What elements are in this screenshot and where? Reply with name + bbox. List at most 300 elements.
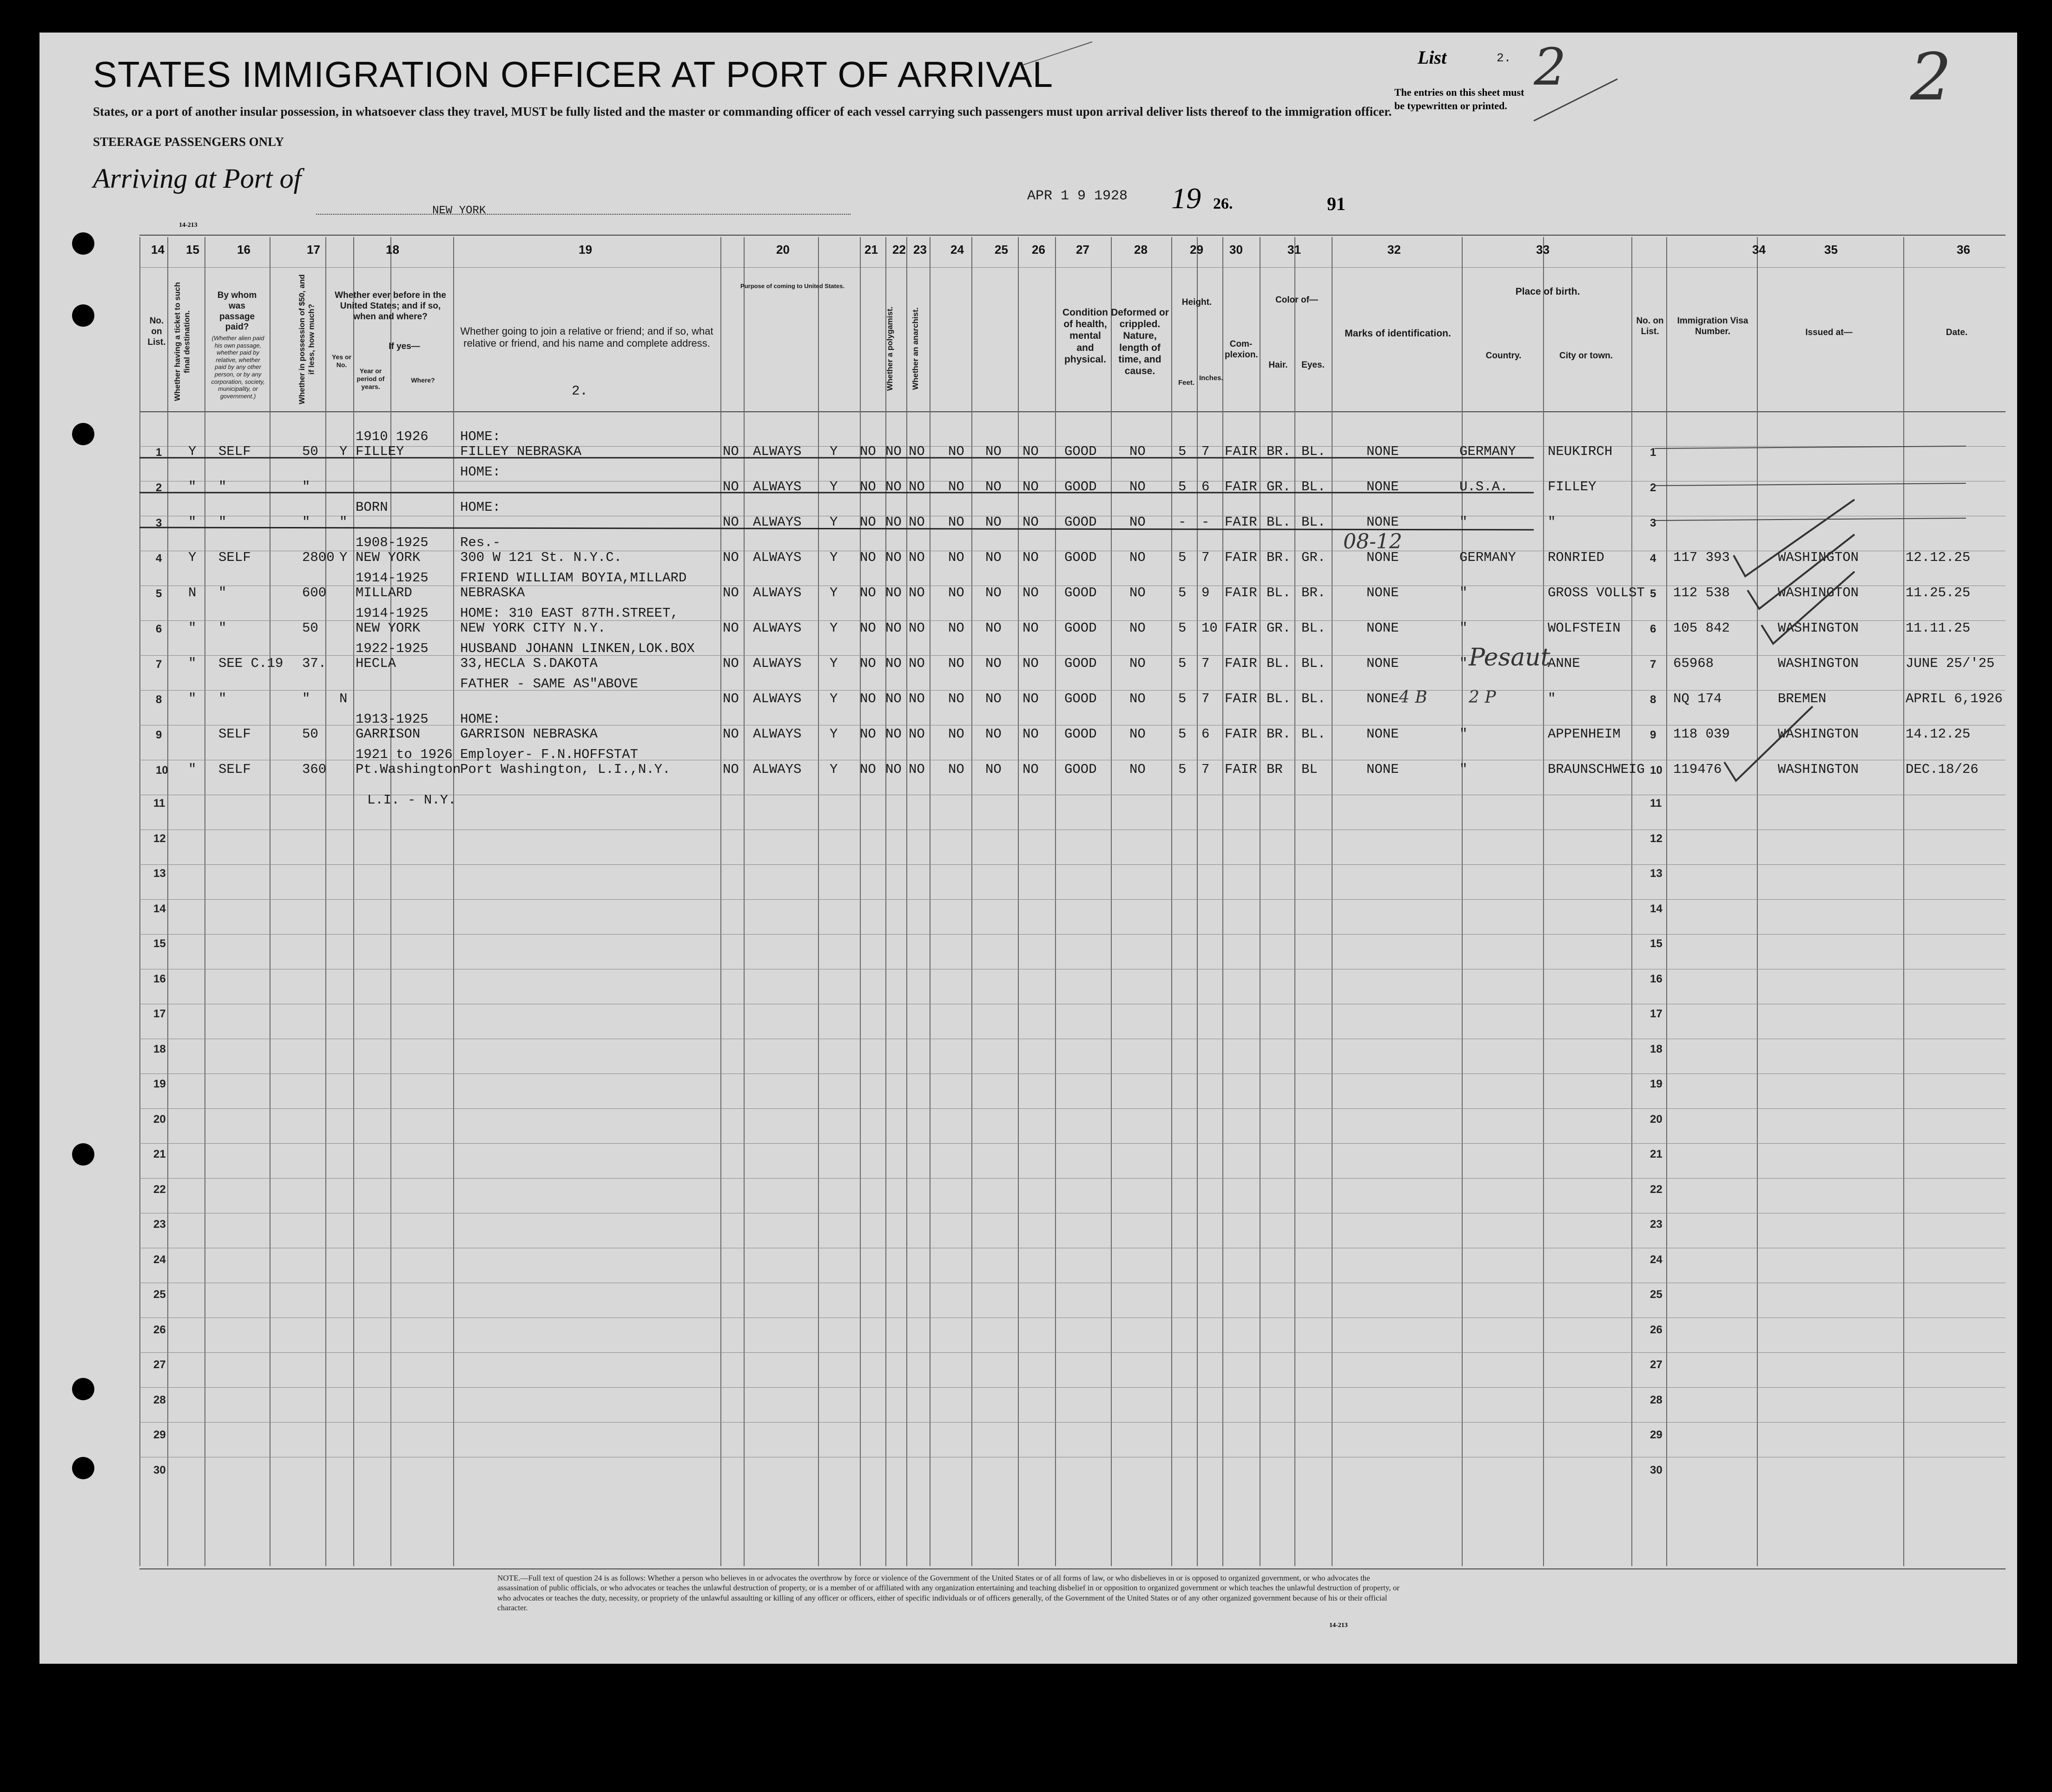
cell-money: " (302, 691, 310, 706)
cell-c25: NO (948, 656, 964, 671)
cell-stay: NO (723, 514, 739, 530)
cell-deformed: NO (1129, 479, 1146, 494)
heading-issued-at: Issued at— (1805, 328, 1853, 337)
handwritten-note: 2 P (1469, 688, 1496, 707)
cell-c24: NO (909, 656, 925, 671)
heading-anarchist: Whether an anarchist. (911, 307, 920, 390)
cell-eyes: BL. (1301, 444, 1326, 459)
cell-c22: NO (860, 762, 876, 777)
cell-c23: NO (885, 726, 902, 742)
cell-paid: SELF (218, 762, 251, 777)
cell-inches: 9 (1201, 585, 1210, 600)
visa-row-number: 17 (1650, 1008, 1663, 1020)
column-number: 27 (1076, 243, 1089, 257)
handwritten-note: 4 B (1399, 688, 1427, 707)
cell-complexion: FAIR (1225, 514, 1257, 530)
cell-c26: NO (985, 550, 1002, 565)
cell-years: 1914-1925 (356, 606, 429, 621)
heading-passage-note: (Whether alien paid his own passage, whether paid by relative, whether paid by any other person, or by any corporation, society, municipality, or government.) (211, 335, 265, 400)
cell-citizen: Y (830, 726, 838, 742)
cell-hair: BR. (1267, 726, 1291, 742)
cell-ticket: Y (188, 550, 197, 565)
cell-marks: NONE (1366, 620, 1399, 636)
cell-visa-row: 3 (1650, 517, 1656, 529)
cell-c22: NO (860, 550, 876, 565)
cell-citizen: Y (830, 691, 838, 706)
cell-marks: NONE (1366, 444, 1399, 459)
cell-paid: " (218, 691, 227, 706)
cell-citizen: Y (830, 550, 838, 565)
visa-row-number: 15 (1650, 937, 1663, 950)
cell-length: ALWAYS (753, 656, 802, 671)
cell-inches: 7 (1201, 691, 1210, 706)
page-subtitle: States, or a port of another insular possession, in whatsoever class they travel, MUST be fully listed and the master or commanding officer of each vessel carrying such passengers must upon arrival deliver lists thereof to the immigration officer. (93, 105, 1392, 119)
cell-feet: - (1178, 514, 1187, 530)
cell-where: FILLEY (356, 444, 404, 459)
cell-c27: NO (1023, 620, 1039, 636)
cell-city: " (1548, 691, 1556, 706)
cell-feet: 5 (1178, 444, 1187, 459)
heading-date: Date. (1946, 328, 1968, 337)
cell-eyes: BL (1301, 762, 1318, 777)
cell-complexion: FAIR (1225, 444, 1257, 459)
column-number: 22 (892, 243, 906, 257)
cell-marks: NONE (1366, 514, 1399, 530)
cell-c22: NO (860, 656, 876, 671)
column-number: 14 (151, 243, 165, 257)
heading-where: Where? (411, 376, 435, 384)
strike-line (1534, 79, 1617, 121)
cell-stay: NO (723, 656, 739, 671)
cell-length: ALWAYS (753, 762, 802, 777)
cell-length: ALWAYS (753, 620, 802, 636)
cell-country: " (1459, 585, 1468, 600)
cell-hair: BR (1267, 762, 1283, 777)
year-prefix: 19 (1171, 182, 1201, 215)
cell-deformed: NO (1129, 514, 1146, 530)
cell-eyes: BL. (1301, 726, 1326, 742)
cell-c25: NO (948, 691, 964, 706)
cell-years: 1914-1925 (356, 570, 429, 586)
visa-row-number: 11 (1650, 797, 1662, 810)
cell-eyes: BL. (1301, 620, 1326, 636)
cell-join1: HOME: (460, 712, 501, 727)
row10-extra: L.I. - N.Y. (367, 792, 456, 808)
cell-hair: BR. (1267, 444, 1291, 459)
cell-complexion: FAIR (1225, 691, 1257, 706)
cell-marks: NONE (1366, 585, 1399, 600)
cell-eyes: BL. (1301, 656, 1326, 671)
cell-c23: NO (885, 656, 902, 671)
cell-length: ALWAYS (753, 691, 802, 706)
strike-line (1655, 446, 1966, 448)
year-suffix: 26. (1213, 195, 1233, 212)
cell-deformed: NO (1129, 585, 1146, 600)
visa-row-number: 12 (1650, 832, 1663, 845)
cell-paid: " (218, 479, 227, 494)
cell-inches: 7 (1201, 444, 1210, 459)
cell-feet: 5 (1178, 726, 1187, 742)
cell-c23: NO (885, 444, 902, 459)
cell-c24: NO (909, 620, 925, 636)
column-number: 30 (1229, 243, 1243, 257)
cell-complexion: FAIR (1225, 656, 1257, 671)
list-number: 2. (1497, 51, 1511, 65)
column-number: 17 (307, 243, 320, 257)
handwritten-note: 08-12 (1343, 530, 1402, 553)
cell-country: GERMANY (1459, 550, 1516, 565)
cell-deformed: NO (1129, 656, 1146, 671)
cell-no: 6 (156, 623, 162, 635)
column-number: 24 (950, 243, 964, 257)
cell-stay: NO (723, 762, 739, 777)
cell-join2: NEW YORK CITY N.Y. (460, 620, 606, 636)
visa-row-number: 19 (1650, 1078, 1663, 1090)
cell-country: U.S.A. (1459, 479, 1508, 494)
cell-join1: HOME: (460, 500, 501, 515)
cell-city: NEUKIRCH (1548, 444, 1613, 459)
cell-before: " (339, 514, 348, 530)
cell-years: 1908-1925 (356, 535, 429, 550)
row-number: 15 (153, 937, 166, 950)
cell-where: Pt.Washington (356, 762, 461, 777)
cell-visa-row: 5 (1650, 587, 1656, 600)
visa-row-number: 26 (1650, 1323, 1663, 1336)
cell-date: JUNE 25/'25 (1906, 656, 1995, 671)
row-number: 18 (153, 1042, 166, 1055)
cell-c26: NO (985, 762, 1002, 777)
cell-length: ALWAYS (753, 479, 802, 494)
cell-hair: BR. (1267, 550, 1291, 565)
cell-join1: FATHER - SAME AS"ABOVE (460, 676, 638, 692)
cell-eyes: BL. (1301, 479, 1326, 494)
cell-visa: 65968 (1673, 656, 1714, 671)
date-stamp: APR 1 9 1928 (1027, 188, 1128, 204)
cell-complexion: FAIR (1225, 479, 1257, 494)
cell-c25: NO (948, 444, 964, 459)
cell-no: 9 (156, 729, 162, 741)
visa-row-number: 23 (1650, 1218, 1663, 1231)
cell-no: 5 (156, 587, 162, 600)
heading-passage-paid: By whom was passage paid? (217, 290, 257, 332)
cell-visa-row: 4 (1650, 552, 1656, 565)
cell-feet: 5 (1178, 550, 1187, 565)
stray-mark (1023, 42, 1092, 65)
cell-no: 2 (156, 481, 162, 494)
cell-issued: WASHINGTON (1778, 762, 1859, 777)
cell-deformed: NO (1129, 691, 1146, 706)
visa-row-number: 28 (1650, 1393, 1663, 1406)
cell-marks: NONE (1366, 479, 1399, 494)
cell-c23: NO (885, 479, 902, 494)
visa-row-number: 29 (1650, 1429, 1663, 1441)
heading-no-on-list: No. on List. (147, 316, 166, 347)
cell-stay: NO (723, 620, 739, 636)
cell-paid: SELF (218, 726, 251, 742)
cell-country: " (1459, 620, 1468, 636)
cell-length: ALWAYS (753, 514, 802, 530)
cell-join1: HOME: 310 EAST 87TH.STREET, (460, 606, 679, 621)
cell-visa-row: 10 (1650, 764, 1663, 777)
cell-inches: 10 (1201, 620, 1218, 636)
list-label: List (1418, 47, 1447, 68)
cell-deformed: NO (1129, 444, 1146, 459)
column-number: 33 (1536, 243, 1550, 257)
cell-country: " (1459, 514, 1468, 530)
cell-no: 1 (156, 446, 162, 459)
cell-country: " (1459, 656, 1468, 671)
column-number: 25 (995, 243, 1008, 257)
column-number: 26 (1032, 243, 1045, 257)
cell-join2: Port Washington, L.I.,N.Y. (460, 762, 671, 777)
cell-feet: 5 (1178, 691, 1187, 706)
cell-city: APPENHEIM (1548, 726, 1621, 742)
row-number: 22 (153, 1183, 166, 1196)
cell-c27: NO (1023, 726, 1039, 742)
cell-date: APRIL 6,1926 (1906, 691, 2003, 706)
cell-c26: NO (985, 585, 1002, 600)
column-number: 21 (864, 243, 878, 257)
cell-c24: NO (909, 585, 925, 600)
cell-visa: 112 538 (1673, 585, 1730, 600)
heading-marks: Marks of identification. (1345, 328, 1451, 339)
cell-stay: NO (723, 479, 739, 494)
cell-c27: NO (1023, 479, 1039, 494)
visa-row-number: 24 (1650, 1253, 1663, 1266)
heading-year-period: Year or period of years. (356, 367, 385, 390)
cell-deformed: NO (1129, 762, 1146, 777)
cell-paid: " (218, 620, 227, 636)
footnote: NOTE.—Full text of question 24 is as follows: Whether a person who believes in or advocates the overthrow by force or violence of the Government of the United States or of all forms of law, or who disbelieves in or is opposed to organized government, or who advocates the assassination of public officials, or who advocates or teaches the unlawful destruction of property, or is a member of or affiliated with any organization entertaining and teaching disbelief in or opposition to organized government or which teaches the unlawful destruction of property, or who advocates or teaches the duty, necessity, or propriety of the unlawful assaulting or killing of any officer or officers, either of specific individuals or of officers generally, of the Government of the United States or of any other organized government because of his or their official character. (497, 1574, 1400, 1612)
cell-marks: NONE (1366, 550, 1399, 565)
cell-no: 8 (156, 693, 162, 706)
list-handwritten: 2 (1534, 37, 1566, 97)
cell-join1: HOME: (460, 464, 501, 480)
cell-c25: NO (948, 585, 964, 600)
cell-city: BRAUNSCHWEIG (1548, 762, 1645, 777)
cell-citizen: Y (830, 585, 838, 600)
cell-health: GOOD (1064, 762, 1097, 777)
cell-paid: SELF (218, 550, 251, 565)
heading-joining-mark: 2. (572, 383, 588, 399)
cell-c26: NO (985, 620, 1002, 636)
strike-line (1655, 483, 1966, 486)
heading-visa-number: Immigration Visa Number. (1677, 316, 1748, 336)
cell-join1: Res.- (460, 535, 501, 550)
cell-no: 10 (156, 764, 168, 777)
cell-eyes: BL. (1301, 514, 1326, 530)
cell-c26: NO (985, 726, 1002, 742)
cell-city: FILLEY (1548, 479, 1597, 494)
cell-citizen: Y (830, 444, 838, 459)
cell-c22: NO (860, 726, 876, 742)
cell-city: WOLFSTEIN (1548, 620, 1621, 636)
cell-ticket: " (188, 514, 197, 530)
cell-money: 600 (302, 585, 327, 600)
cell-issued: WASHINGTON (1778, 656, 1859, 671)
cell-where: GARRISON (356, 726, 421, 742)
cell-before: Y (339, 444, 348, 459)
cell-c25: NO (948, 762, 964, 777)
cell-money: 37. (302, 656, 327, 671)
row-number: 21 (153, 1148, 166, 1160)
cell-citizen: Y (830, 762, 838, 777)
cell-eyes: GR. (1301, 550, 1326, 565)
cell-ticket: " (188, 620, 197, 636)
cell-citizen: Y (830, 479, 838, 494)
cell-c22: NO (860, 479, 876, 494)
heading-yes-no: Yes or No. (331, 353, 352, 369)
heading-feet: Feet. (1178, 379, 1194, 387)
cell-visa-row: 8 (1650, 693, 1656, 706)
cell-date: DEC.18/26 (1906, 762, 1979, 777)
port-name: NEW YORK (432, 204, 486, 217)
cell-c24: NO (909, 514, 925, 530)
cell-health: GOOD (1064, 444, 1097, 459)
cell-inches: 7 (1201, 762, 1210, 777)
cell-complexion: FAIR (1225, 762, 1257, 777)
cell-c23: NO (885, 585, 902, 600)
cell-no: 3 (156, 517, 162, 529)
cell-years: 1910 1926 (356, 429, 429, 444)
cell-c27: NO (1023, 656, 1039, 671)
cell-inches: - (1201, 514, 1210, 530)
cell-feet: 5 (1178, 585, 1187, 600)
cell-stay: NO (723, 444, 739, 459)
column-number: 31 (1287, 243, 1301, 257)
column-number: 32 (1387, 243, 1401, 257)
cell-inches: 7 (1201, 550, 1210, 565)
page-title: STATES IMMIGRATION OFFICER AT PORT OF ARRIVAL (93, 54, 1054, 95)
cell-c23: NO (885, 620, 902, 636)
cell-deformed: NO (1129, 620, 1146, 636)
cell-years: 1913-1925 (356, 712, 429, 727)
typewritten-note: The entries on this sheet must be typewritten or printed. (1394, 86, 1524, 112)
heading-eyes: Eyes. (1301, 360, 1325, 370)
cell-join2: NEBRASKA (460, 585, 525, 600)
port-label: Arriving at Port of (93, 163, 302, 194)
cell-visa: NQ 174 (1673, 691, 1722, 706)
heading-condition: Condition of health, mental and physical. (1062, 307, 1108, 365)
visa-row-number: 13 (1650, 867, 1663, 880)
cell-join2: FILLEY NEBRASKA (460, 444, 582, 459)
visa-row-number: 16 (1650, 972, 1663, 985)
row-number: 14 (153, 902, 166, 915)
cell-visa-row: 7 (1650, 658, 1656, 671)
row-number: 20 (153, 1113, 166, 1126)
cell-no: 4 (156, 552, 162, 565)
cell-hair: GR. (1267, 620, 1291, 636)
column-number: 36 (1957, 243, 1970, 257)
cell-city: ANNE (1548, 656, 1580, 671)
cell-marks: NONE (1366, 691, 1399, 706)
cell-join1: HUSBAND JOHANN LINKEN,LOK.BOX (460, 641, 695, 656)
cell-years: BORN (356, 500, 388, 515)
check-mark-icon (1762, 572, 1854, 644)
cell-city: GROSS VOLLST (1548, 585, 1645, 600)
row-number: 27 (153, 1358, 166, 1371)
cell-date: 12.12.25 (1906, 550, 1971, 565)
cell-date: 11.11.25 (1906, 620, 1971, 636)
cell-c22: NO (860, 585, 876, 600)
visa-row-number: 20 (1650, 1113, 1663, 1126)
cell-no: 7 (156, 658, 162, 671)
cell-ticket: " (188, 691, 197, 706)
row-number: 16 (153, 972, 166, 985)
cell-c23: NO (885, 550, 902, 565)
cell-where: NEW YORK (356, 550, 421, 565)
cell-inches: 6 (1201, 726, 1210, 742)
cell-c23: NO (885, 762, 902, 777)
heading-before-us: Whether ever before in the United States; and if so, when and where? (335, 290, 446, 322)
cell-stay: NO (723, 691, 739, 706)
cell-citizen: Y (830, 656, 838, 671)
cell-c27: NO (1023, 585, 1039, 600)
steerage-label: STEERAGE PASSENGERS ONLY (93, 135, 284, 149)
cell-feet: 5 (1178, 656, 1187, 671)
column-number: 15 (186, 243, 199, 257)
heading-height: Height. (1181, 297, 1212, 307)
column-number: 20 (776, 243, 790, 257)
cell-city: RONRIED (1548, 550, 1604, 565)
cell-c23: NO (885, 691, 902, 706)
heading-if-yes: If yes— (389, 342, 420, 351)
cell-c26: NO (985, 479, 1002, 494)
cell-where: NEW YORK (356, 620, 421, 636)
cell-issued: WASHINGTON (1778, 620, 1859, 636)
cell-feet: 5 (1178, 762, 1187, 777)
cell-c26: NO (985, 514, 1002, 530)
cell-hair: BL. (1267, 691, 1291, 706)
handwritten-note: Pesaut (1469, 644, 1551, 672)
column-number: 34 (1752, 243, 1766, 257)
cell-ticket: Y (188, 444, 197, 459)
cell-join1: HOME: (460, 429, 501, 444)
cell-c22: NO (860, 514, 876, 530)
cell-hair: BL. (1267, 514, 1291, 530)
cell-join1: Employer- F.N.HOFFSTAT (460, 747, 638, 762)
cell-complexion: FAIR (1225, 550, 1257, 565)
row-number: 19 (153, 1078, 166, 1090)
cell-eyes: BL. (1301, 691, 1326, 706)
heading-city: City or town. (1559, 351, 1613, 361)
visa-row-number: 22 (1650, 1183, 1663, 1196)
cell-issued: WASHINGTON (1778, 726, 1859, 742)
cell-stay: NO (723, 726, 739, 742)
cell-hair: GR. (1267, 479, 1291, 494)
column-number: 23 (913, 243, 927, 257)
cell-c27: NO (1023, 550, 1039, 565)
cell-years: 1921 to 1926 (356, 747, 453, 762)
cell-join1: FRIEND WILLIAM BOYIA,MILLARD (460, 570, 687, 586)
heading-money: Whether in possession of $50, and if less, how much? (297, 274, 316, 404)
cell-deformed: NO (1129, 550, 1146, 565)
cell-ticket: " (188, 762, 197, 777)
cell-citizen: Y (830, 514, 838, 530)
cell-before: N (339, 691, 348, 706)
cell-health: GOOD (1064, 514, 1097, 530)
cell-visa-row: 9 (1650, 729, 1656, 741)
cell-c25: NO (948, 620, 964, 636)
cell-hair: BL. (1267, 585, 1291, 600)
cell-c23: NO (885, 514, 902, 530)
cell-stay: NO (723, 585, 739, 600)
cell-c25: NO (948, 479, 964, 494)
cell-ticket: " (188, 656, 197, 671)
cell-length: ALWAYS (753, 550, 802, 565)
cell-health: GOOD (1064, 620, 1097, 636)
cell-visa: 118 039 (1673, 726, 1730, 742)
